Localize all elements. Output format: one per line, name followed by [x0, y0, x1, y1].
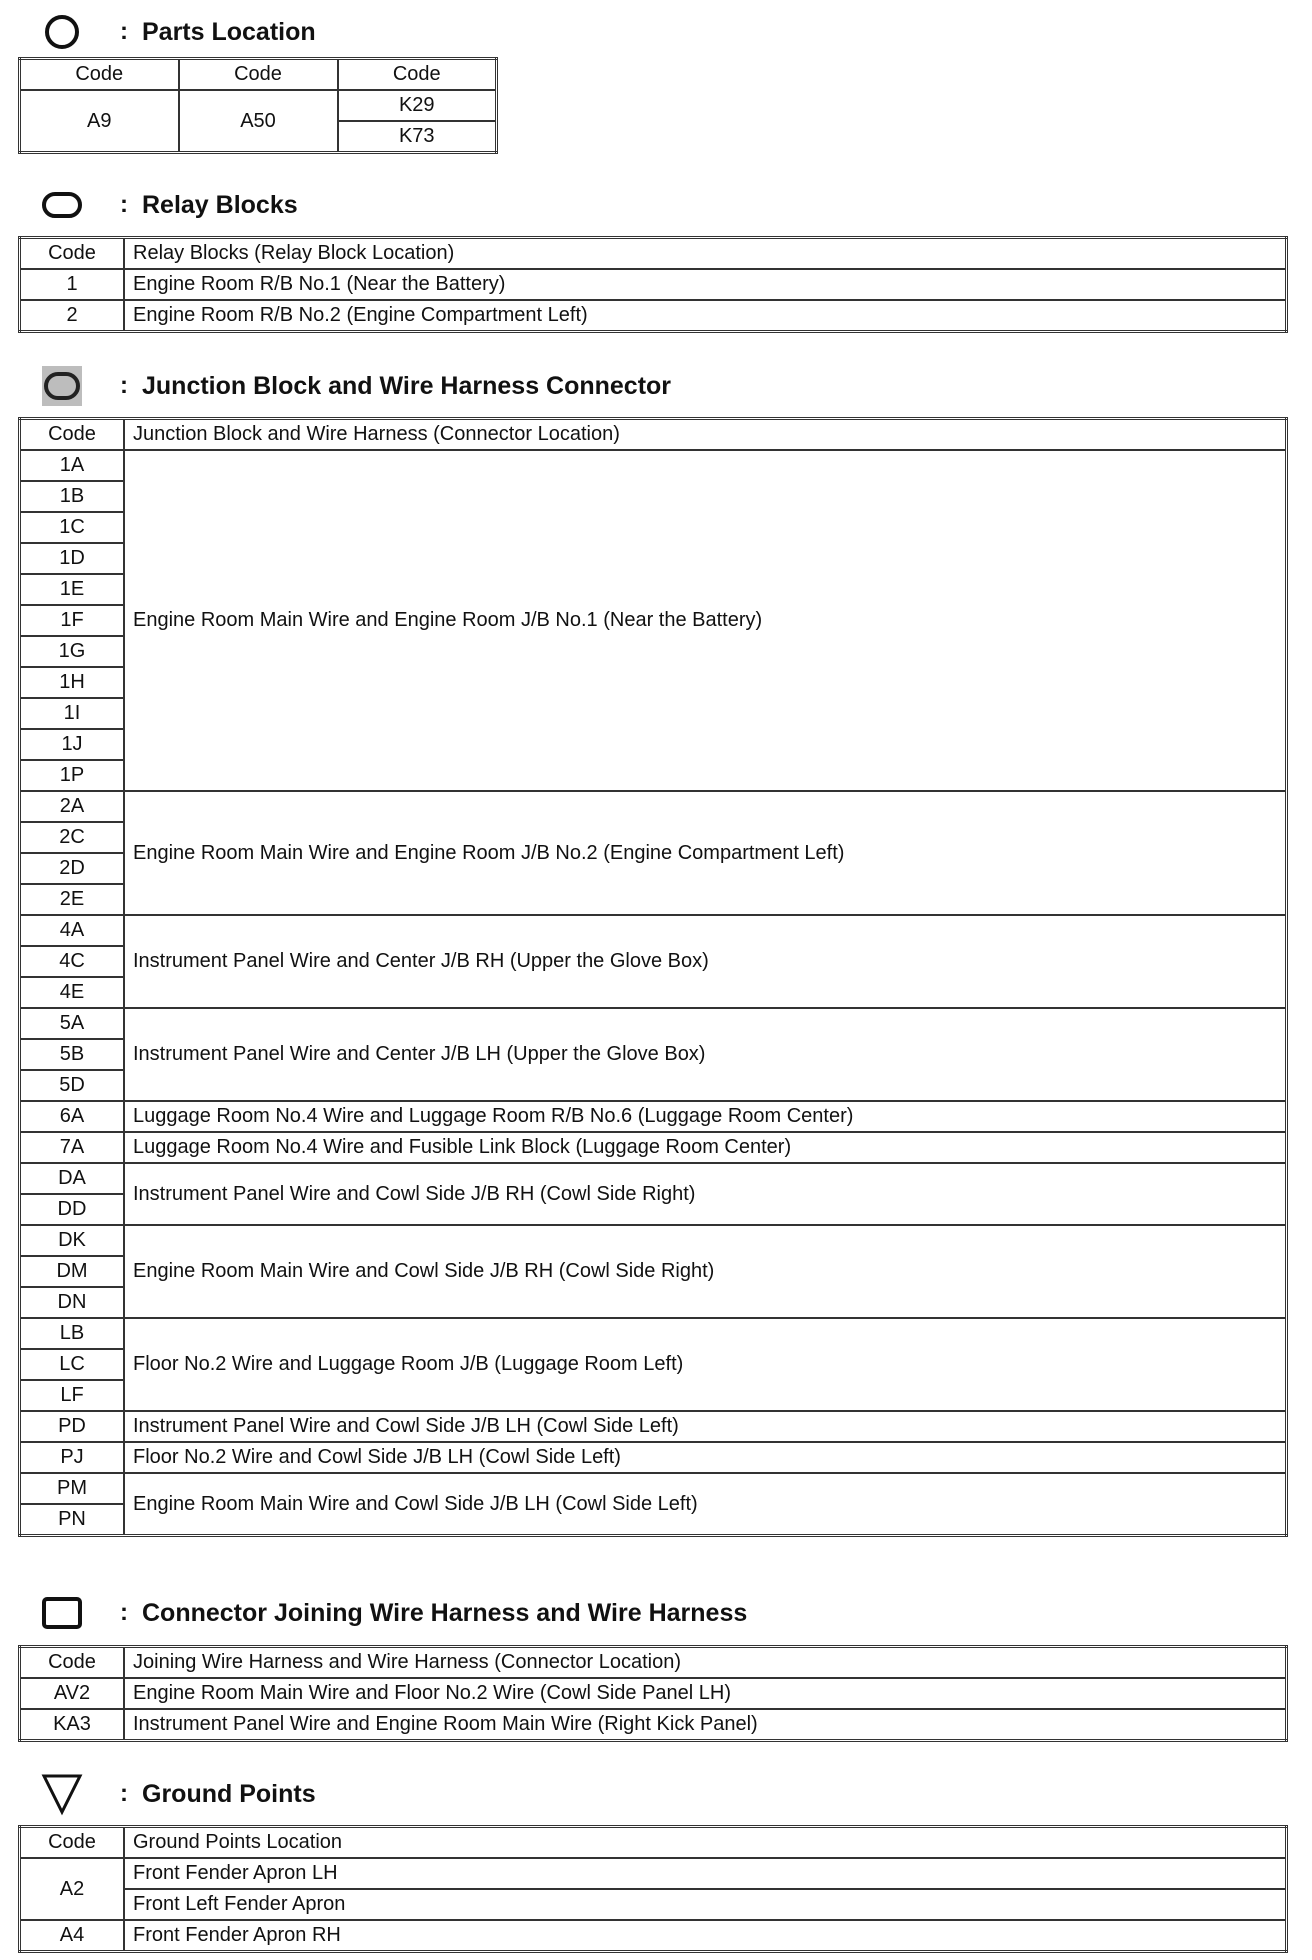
code-cell: 2 [20, 300, 125, 332]
description-cell: Engine Room Main Wire and Cowl Side J/B LH (Cowl Side Left) [124, 1473, 1287, 1536]
code-cell: DD [20, 1194, 125, 1225]
table-header-row [20, 238, 1287, 270]
code-cell: 5D [20, 1070, 125, 1101]
code-cell: 1I [20, 698, 125, 729]
code-cell: 2A [20, 791, 125, 822]
code-cell: DK [20, 1225, 125, 1256]
parts-header-code-3: Code [338, 59, 497, 91]
heading-colon: : [120, 372, 128, 399]
code-cell: PJ [20, 1442, 125, 1473]
code-cell: PM [20, 1473, 125, 1504]
code-cell: 4A [20, 915, 125, 946]
header-code: Code [20, 419, 125, 451]
header-description: Relay Blocks (Relay Block Location) [124, 238, 1287, 270]
table-row [20, 1920, 1287, 1952]
table-row [20, 1008, 1287, 1039]
description-cell: Instrument Panel Wire and Cowl Side J/B RH (Cowl Side Right) [124, 1163, 1287, 1225]
table-row [20, 791, 1287, 822]
table-header-row [20, 419, 1287, 451]
code-cell: 1A [20, 450, 125, 481]
relay-blocks-table [18, 236, 1288, 333]
parts-location-title: Parts Location [142, 17, 316, 46]
table-row [20, 1473, 1287, 1504]
table-row [20, 1225, 1287, 1256]
description-cell: Front Left Fender Apron [124, 1889, 1287, 1920]
code-cell: 1H [20, 667, 125, 698]
code-cell: AV2 [20, 1678, 125, 1709]
table-row [20, 1858, 1287, 1889]
code-cell: 1 [20, 269, 125, 300]
description-cell: Engine Room R/B No.1 (Near the Battery) [124, 269, 1287, 300]
code-cell: DN [20, 1287, 125, 1318]
code-cell: DM [20, 1256, 125, 1287]
circle-outline-icon [40, 10, 84, 54]
table-row [20, 1889, 1287, 1920]
header-code: Code [20, 1827, 125, 1859]
header-code: Code [20, 1647, 125, 1679]
code-cell: PD [20, 1411, 125, 1442]
code-cell: 2E [20, 884, 125, 915]
parts-code-cell: A9 [20, 90, 179, 153]
connector-joining-title: Connector Joining Wire Harness and Wire Harness [142, 1598, 748, 1627]
code-cell: 1C [20, 512, 125, 543]
code-cell: DA [20, 1163, 125, 1194]
table-row [20, 1132, 1287, 1163]
description-cell: Instrument Panel Wire and Engine Room Main Wire (Right Kick Panel) [124, 1709, 1287, 1741]
code-cell: 1D [20, 543, 125, 574]
junction-block-heading [40, 364, 671, 408]
table-header-row [20, 1647, 1287, 1679]
code-cell: KA3 [20, 1709, 125, 1741]
table-row [20, 1101, 1287, 1132]
table-row [20, 1709, 1287, 1741]
description-cell: Floor No.2 Wire and Luggage Room J/B (Luggage Room Left) [124, 1318, 1287, 1411]
description-cell: Instrument Panel Wire and Cowl Side J/B LH (Cowl Side Left) [124, 1411, 1287, 1442]
code-cell: LF [20, 1380, 125, 1411]
description-cell: Engine Room Main Wire and Engine Room J/B No.1 (Near the Battery) [124, 450, 1287, 791]
code-cell: 1G [20, 636, 125, 667]
header-description: Ground Points Location [124, 1827, 1287, 1859]
table-row [20, 450, 1287, 481]
description-cell: Front Fender Apron RH [124, 1920, 1287, 1952]
code-cell: 2C [20, 822, 125, 853]
description-cell: Luggage Room No.4 Wire and Fusible Link Block (Luggage Room Center) [124, 1132, 1287, 1163]
code-cell: 5A [20, 1008, 125, 1039]
junction-block-title: Junction Block and Wire Harness Connector [142, 371, 672, 400]
parts-code-cell: K29 [338, 90, 497, 121]
code-cell: 1J [20, 729, 125, 760]
code-cell: 5B [20, 1039, 125, 1070]
table-row [20, 269, 1287, 300]
description-cell: Engine Room R/B No.2 (Engine Compartment Left) [124, 300, 1287, 332]
table-row [20, 1411, 1287, 1442]
parts-header-code-2: Code [179, 59, 338, 91]
code-cell: 1B [20, 481, 125, 512]
code-cell: PN [20, 1504, 125, 1536]
code-cell: LB [20, 1318, 125, 1349]
code-cell: 2D [20, 853, 125, 884]
table-row [20, 1442, 1287, 1473]
code-cell: 1E [20, 574, 125, 605]
parts-header-code-1: Code [20, 59, 179, 91]
parts-code-cell: A50 [179, 90, 338, 153]
oval-outline-icon [40, 183, 84, 227]
table-row [20, 1163, 1287, 1194]
junction-block-table [18, 417, 1288, 1537]
connector-joining-heading [40, 1591, 747, 1635]
ground-points-title: Ground Points [142, 1779, 316, 1808]
table-row [20, 1678, 1287, 1709]
code-cell: 1P [20, 760, 125, 791]
description-cell: Instrument Panel Wire and Center J/B LH (Upper the Glove Box) [124, 1008, 1287, 1101]
description-cell: Engine Room Main Wire and Engine Room J/B No.2 (Engine Compartment Left) [124, 791, 1287, 915]
description-cell: Luggage Room No.4 Wire and Luggage Room R/B No.6 (Luggage Room Center) [124, 1101, 1287, 1132]
header-description: Joining Wire Harness and Wire Harness (Connector Location) [124, 1647, 1287, 1679]
heading-colon: : [120, 18, 128, 45]
rounded-square-icon [40, 1591, 84, 1635]
header-code: Code [20, 238, 125, 270]
code-cell: A4 [20, 1920, 125, 1952]
down-triangle-icon [40, 1772, 84, 1816]
relay-blocks-title: Relay Blocks [142, 190, 298, 219]
table-row [20, 915, 1287, 946]
code-cell: 7A [20, 1132, 125, 1163]
relay-blocks-heading [40, 183, 298, 227]
heading-colon: : [120, 1780, 128, 1807]
code-cell: 6A [20, 1101, 125, 1132]
table-row [20, 300, 1287, 332]
connector-joining-table [18, 1645, 1288, 1742]
table-row [20, 1318, 1287, 1349]
description-cell: Engine Room Main Wire and Floor No.2 Wire (Cowl Side Panel LH) [124, 1678, 1287, 1709]
description-cell: Instrument Panel Wire and Center J/B RH (Upper the Glove Box) [124, 915, 1287, 1008]
code-cell: 1F [20, 605, 125, 636]
ground-points-heading [40, 1772, 316, 1816]
description-cell: Floor No.2 Wire and Cowl Side J/B LH (Cowl Side Left) [124, 1442, 1287, 1473]
table-header-row [20, 1827, 1287, 1859]
heading-colon: : [120, 1599, 128, 1626]
ground-points-table [18, 1825, 1288, 1953]
parts-location-heading [40, 10, 316, 54]
code-cell: LC [20, 1349, 125, 1380]
parts-code-cell: K73 [338, 121, 497, 153]
description-cell: Front Fender Apron LH [124, 1858, 1287, 1889]
code-cell: 4C [20, 946, 125, 977]
code-cell: A2 [20, 1858, 125, 1920]
code-cell: 4E [20, 977, 125, 1008]
description-cell: Engine Room Main Wire and Cowl Side J/B RH (Cowl Side Right) [124, 1225, 1287, 1318]
header-description: Junction Block and Wire Harness (Connector Location) [124, 419, 1287, 451]
shaded-oval-icon [40, 364, 84, 408]
heading-colon: : [120, 191, 128, 218]
parts-location-table [18, 57, 498, 154]
